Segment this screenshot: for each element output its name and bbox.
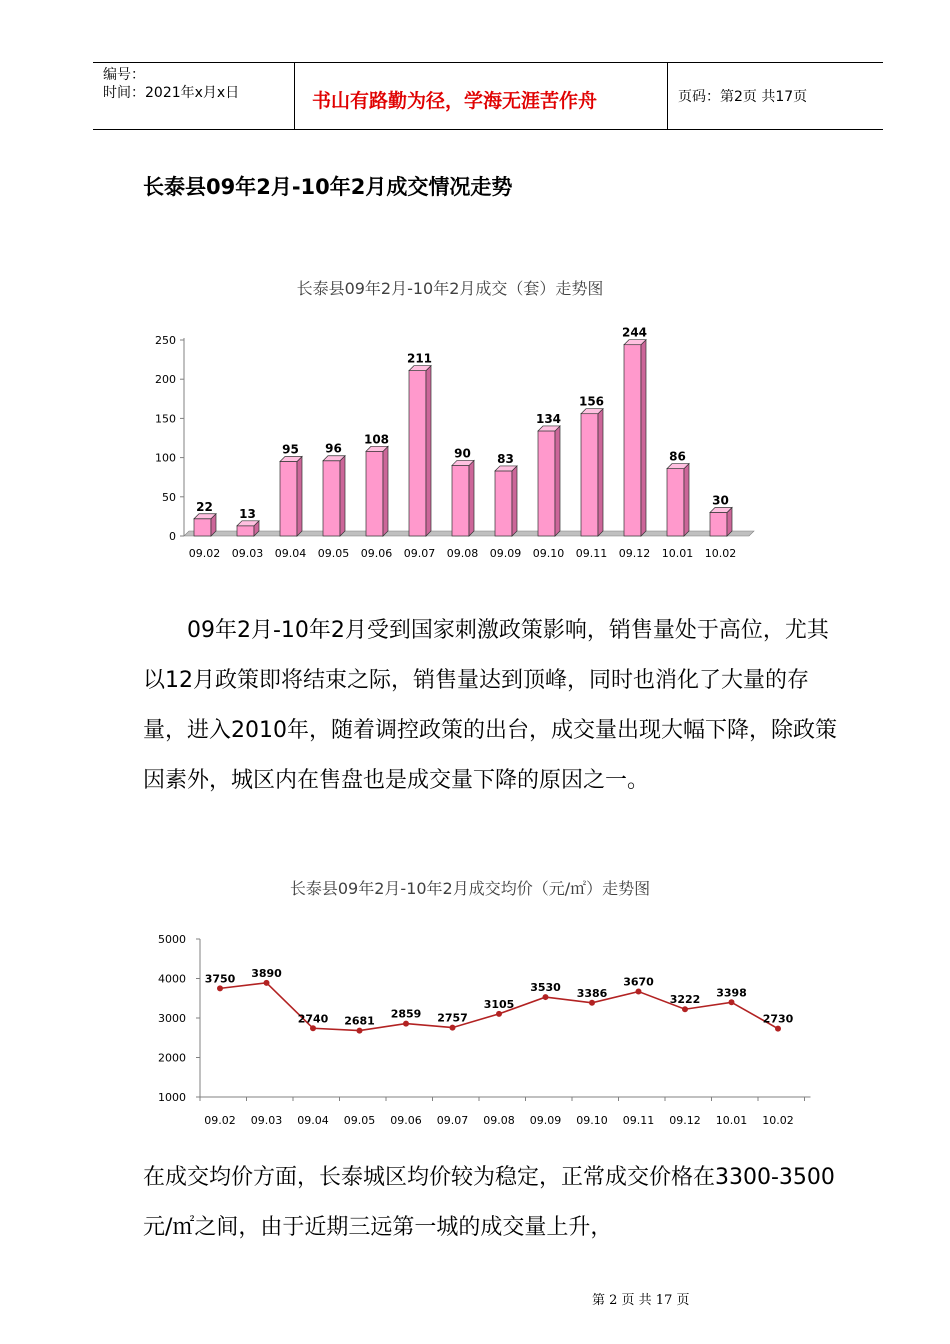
header-divider-1 [294, 62, 295, 130]
y-tick-label: 0 [169, 530, 176, 543]
data-point [496, 1011, 502, 1017]
bar [710, 512, 727, 536]
x-tick-label: 09.05 [343, 1114, 376, 1127]
data-point [310, 1025, 316, 1031]
bar-chart-title: 长泰县09年2月-10年2月成交（套）走势图 [296, 279, 604, 298]
doc-title: 长泰县09年2月-10年2月成交情况走势 [143, 175, 513, 199]
data-point [450, 1025, 456, 1031]
x-tick-label: 09.12 [669, 1114, 701, 1127]
y-tick-label: 2000 [158, 1051, 186, 1065]
data-label: 83 [497, 451, 514, 466]
bar-side [383, 446, 388, 536]
bar-side [512, 466, 517, 536]
y-tick-label: 150 [155, 412, 176, 426]
data-label: 22 [196, 499, 213, 514]
bar [409, 371, 426, 536]
data-point [403, 1021, 409, 1027]
bar [194, 519, 211, 536]
bar [366, 451, 383, 536]
data-label: 3530 [530, 981, 561, 995]
x-tick-label: 09.04 [274, 547, 307, 560]
y-tick-label: 250 [155, 334, 176, 347]
bar [538, 431, 555, 536]
data-label: 3386 [576, 986, 608, 1000]
data-label: 90 [454, 446, 471, 461]
bar [624, 345, 641, 536]
data-label: 3398 [716, 986, 747, 1000]
x-tick-label: 09.10 [576, 1114, 608, 1127]
x-tick-label: 10.02 [704, 547, 737, 560]
x-tick-label: 10.01 [661, 547, 694, 560]
data-label: 3750 [204, 972, 236, 986]
x-tick-label: 09.02 [204, 1114, 236, 1127]
bar-side [598, 409, 603, 536]
data-label: 96 [325, 441, 342, 456]
data-point [636, 989, 642, 995]
bar [237, 526, 254, 536]
x-tick-label: 09.06 [360, 547, 393, 560]
x-tick-label: 10.01 [715, 1114, 748, 1127]
data-label: 86 [669, 449, 686, 464]
data-label: 3222 [669, 993, 701, 1007]
x-tick-label: 09.08 [446, 547, 479, 560]
data-label: 2740 [297, 1012, 329, 1026]
data-label: 13 [239, 506, 256, 521]
y-tick-label: 100 [155, 451, 176, 465]
x-tick-label: 09.02 [188, 547, 221, 560]
bar-side [641, 340, 646, 536]
x-tick-label: 09.10 [532, 547, 565, 560]
x-tick-label: 09.08 [483, 1114, 515, 1127]
data-label: 108 [363, 432, 390, 447]
x-tick-label: 09.12 [618, 547, 651, 560]
bar-side [555, 426, 560, 536]
data-label: 134 [535, 411, 562, 426]
data-point [682, 1006, 688, 1012]
header-bottom-rule [93, 129, 883, 130]
header-time-label: 时间：2021年x月x日 [103, 85, 240, 101]
x-tick-label: 09.11 [575, 547, 608, 560]
data-label: 211 [406, 351, 433, 366]
x-tick-label: 09.07 [403, 547, 436, 560]
y-tick-label: 3000 [158, 1012, 186, 1025]
bar-side [340, 456, 345, 536]
bar [452, 465, 469, 536]
x-tick-label: 09.03 [250, 1114, 283, 1127]
header-top-rule [93, 62, 883, 63]
data-point [543, 994, 549, 1000]
x-tick-label: 09.06 [390, 1114, 422, 1127]
data-label: 2730 [762, 1012, 794, 1026]
data-label: 3105 [483, 997, 515, 1011]
header-number-label: 编号： [103, 67, 145, 83]
data-label: 95 [282, 442, 299, 457]
line-chart-title: 长泰县09年2月-10年2月成交均价（元/㎡）走势图 [289, 879, 651, 898]
bar-side [684, 464, 689, 536]
bar [495, 471, 512, 536]
page-footer: 第 2 页 共 17 页 [592, 1293, 690, 1308]
bar-chart [140, 320, 780, 570]
x-tick-label: 09.03 [231, 547, 264, 560]
x-tick-label: 09.09 [489, 547, 522, 560]
bar [280, 462, 297, 536]
data-point [589, 1000, 595, 1006]
data-label: 156 [578, 394, 605, 409]
paragraph-2: 在成交均价方面，长泰城区均价较为稳定，正常成交价格在3300-3500元/㎡之间，由于近期三远第一城的成交量上升， [143, 1165, 835, 1240]
data-point [217, 985, 223, 991]
bar-side [297, 457, 302, 536]
data-label: 2757 [437, 1011, 468, 1025]
data-point [264, 980, 270, 986]
data-point [729, 999, 735, 1005]
header-page-label: 页码：第2页 共17页 [678, 89, 808, 105]
bar-side [469, 460, 474, 536]
data-label: 244 [621, 325, 648, 340]
bar [581, 414, 598, 536]
bar [667, 469, 684, 536]
x-tick-label: 09.05 [317, 547, 350, 560]
x-tick-label: 10.02 [762, 1114, 794, 1127]
x-tick-label: 09.04 [297, 1114, 329, 1127]
data-label: 2859 [390, 1007, 422, 1021]
data-label: 2681 [344, 1014, 375, 1028]
header-divider-2 [667, 62, 668, 130]
data-point [775, 1026, 781, 1032]
y-tick-label: 200 [155, 373, 176, 387]
data-label: 30 [712, 493, 729, 508]
header-motto: 书山有路勤为径，学海无涯苦作舟 [312, 90, 598, 112]
line-chart [140, 925, 820, 1140]
x-tick-label: 09.09 [529, 1114, 562, 1127]
x-tick-label: 09.07 [436, 1114, 469, 1127]
bar-side [426, 366, 431, 536]
y-tick-label: 4000 [158, 972, 186, 986]
y-tick-label: 5000 [158, 933, 186, 946]
data-point [357, 1028, 363, 1034]
bar [323, 461, 340, 536]
y-tick-label: 50 [162, 490, 176, 504]
x-tick-label: 09.11 [622, 1114, 655, 1127]
paragraph-1: 09年2月-10年2月受到国家刺激政策影响，销售量处于高位，尤其以12月政策即将结束之际，销售量达到顶峰，同时也消化了大量的存量，进入2010年，随着调控政策的出台，成交量出现大幅下降，除政策因素外，城区内在售盘也是成交量下降的原因之一。 [143, 618, 837, 793]
data-label: 3670 [623, 975, 654, 989]
y-tick-label: 1000 [158, 1091, 186, 1104]
data-label: 3890 [251, 966, 282, 980]
